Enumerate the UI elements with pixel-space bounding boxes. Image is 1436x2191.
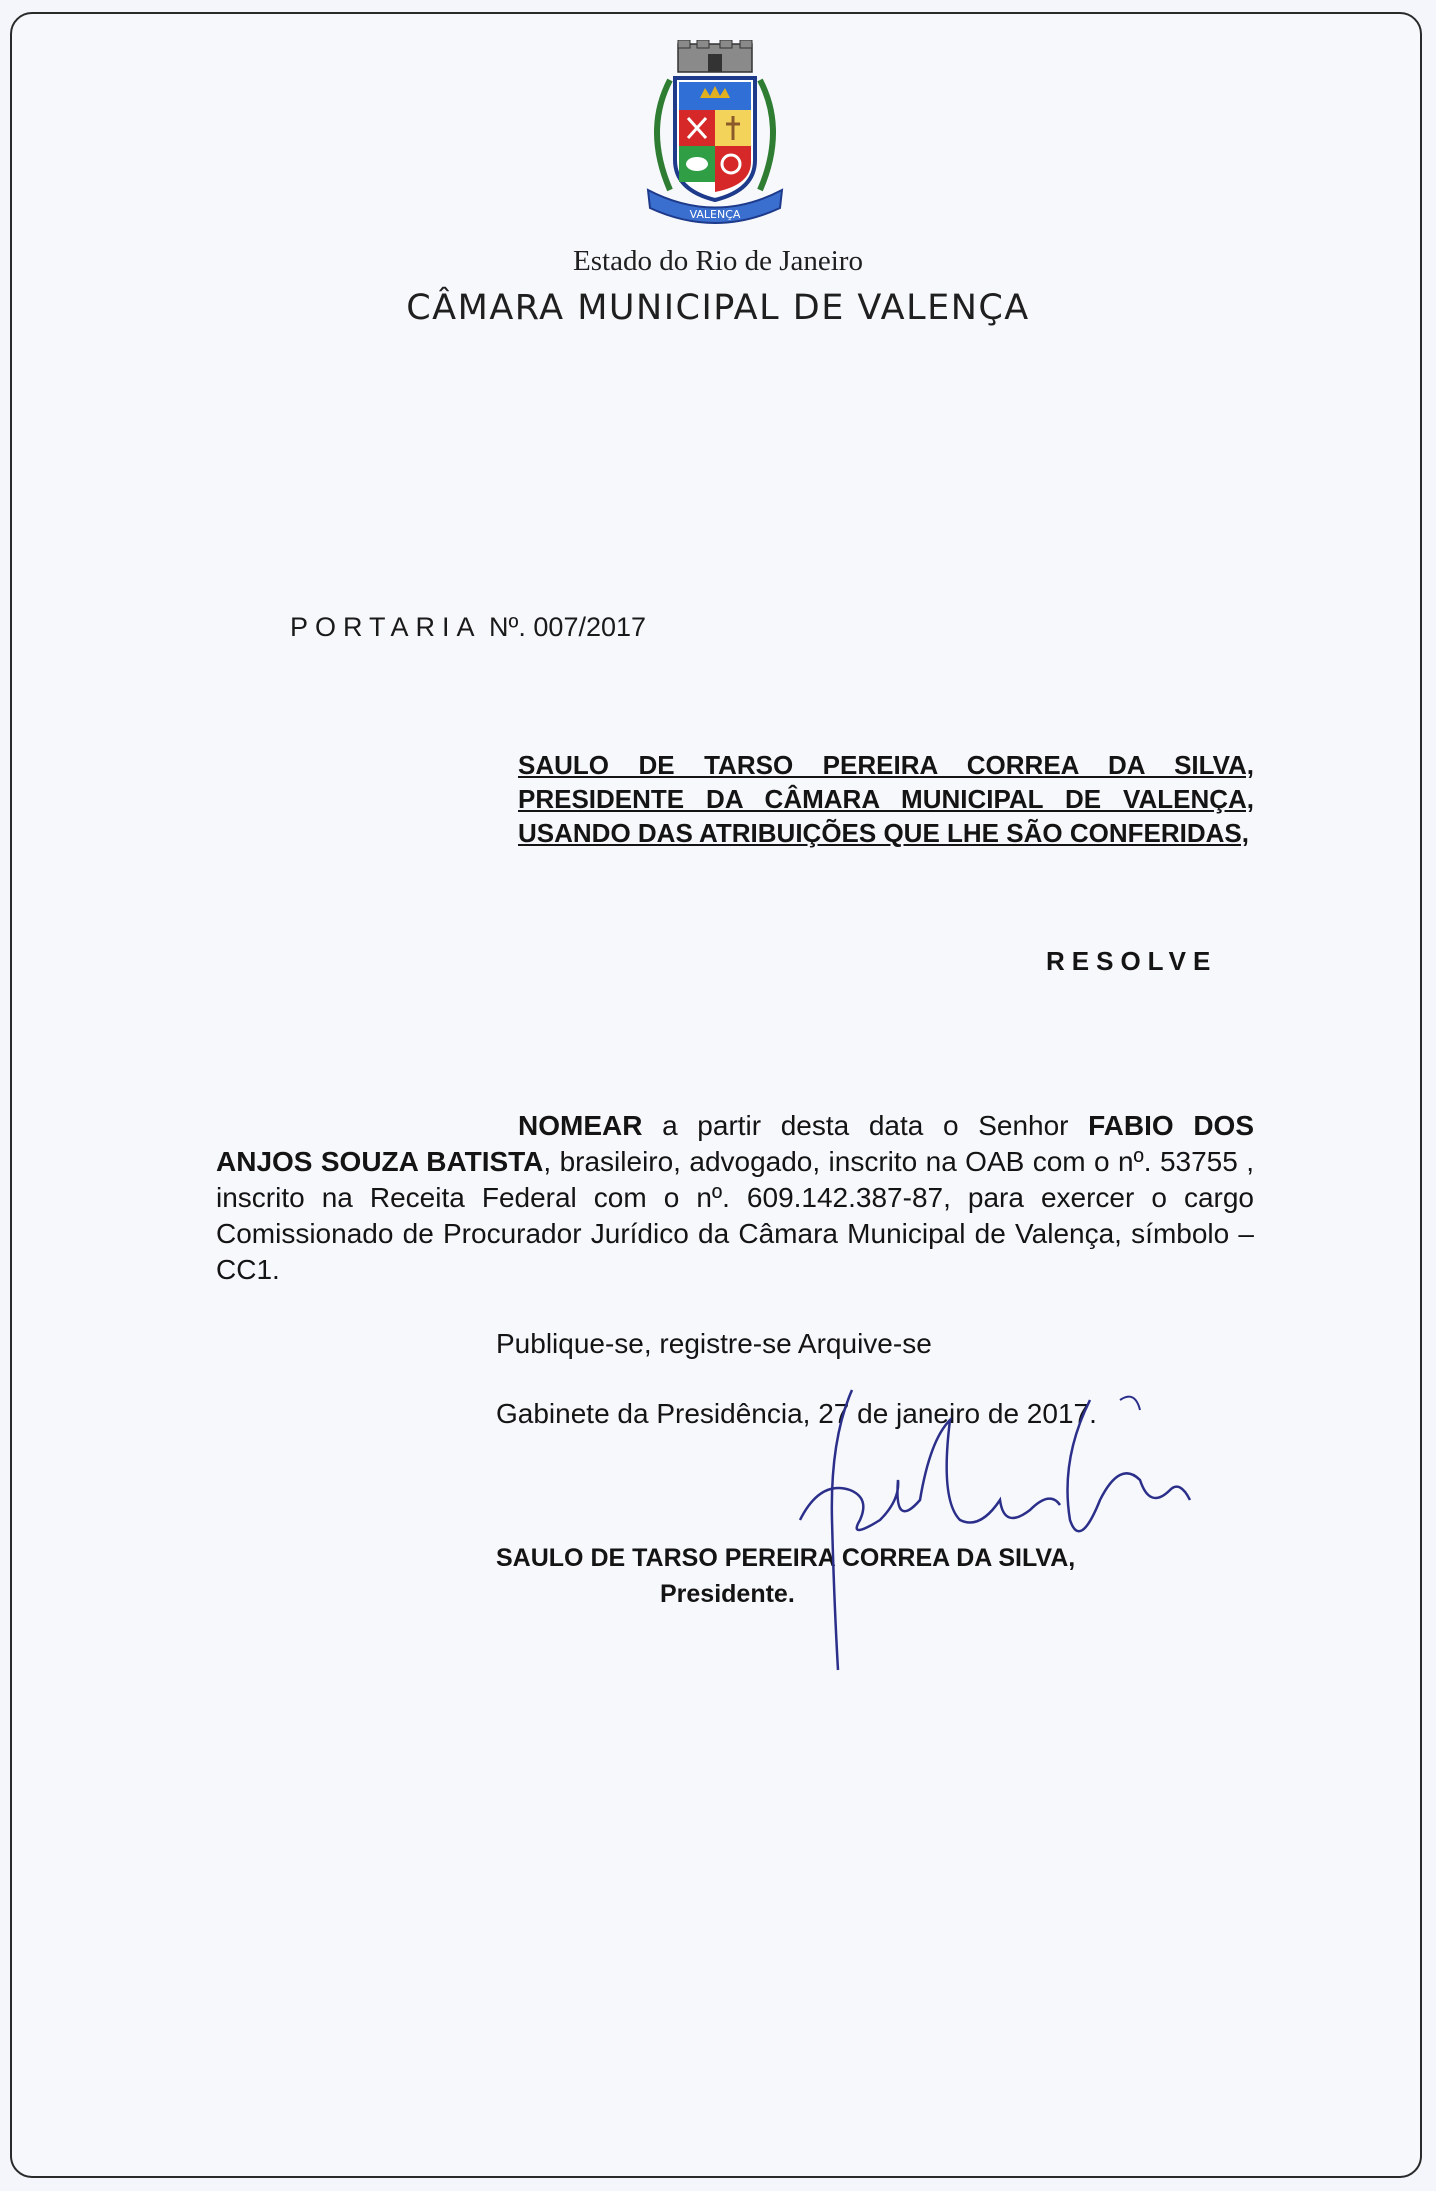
- portaria-heading: [290, 612, 646, 643]
- crest-ribbon-text: VALENÇA: [689, 208, 741, 221]
- resolve-heading: RESOLVE: [1046, 946, 1218, 976]
- state-name: Estado do Rio de Janeiro: [573, 245, 863, 277]
- appointee-name: FABIO DOS ANJOS SOUZA BATISTA: [216, 1110, 1254, 1177]
- preamble: SAULO DE TARSO PEREIRA CORREA DA SILVA, PRESIDENTE DA CÂMARA MUNICIPAL DE VALENÇA, USANDO DAS ATRIBUIÇÕES QUE LHE SÃO CONFERIDAS,: [518, 750, 1254, 848]
- appointment-verb: NOMEAR: [518, 1110, 643, 1141]
- portaria-number: Nº. 007/2017: [489, 612, 647, 642]
- appointment-text-1: a partir desta data o Senhor: [642, 1110, 1089, 1141]
- signer-name: SAULO DE TARSO PEREIRA CORREA DA SILVA,: [496, 1544, 1076, 1572]
- appointment-paragraph: [216, 1108, 1254, 1288]
- coat-of-arms-logo: [630, 40, 800, 235]
- date-line: Gabinete da Presidência, 27 de janeiro de 2017.: [496, 1398, 1097, 1429]
- signer-role: Presidente.: [660, 1580, 795, 1608]
- appointment-text-2: , brasileiro, advogado, inscrito na OAB com o nº. 53755 , inscrito na Receita Federal com o nº. 609.142.387-87, para exercer o cargo Comissionado de Procurador Jurídico da Câmara Municipal de Valença, símbolo – CC1.: [216, 1146, 1255, 1285]
- page-border: [10, 12, 1422, 2178]
- handwritten-signature: [790, 1380, 1210, 1680]
- publish-line: Publique-se, registre-se Arquive-se: [496, 1328, 932, 1359]
- portaria-label: PORTARIA: [290, 612, 482, 642]
- chamber-name: CÂMARA MUNICIPAL DE VALENÇA: [406, 288, 1030, 328]
